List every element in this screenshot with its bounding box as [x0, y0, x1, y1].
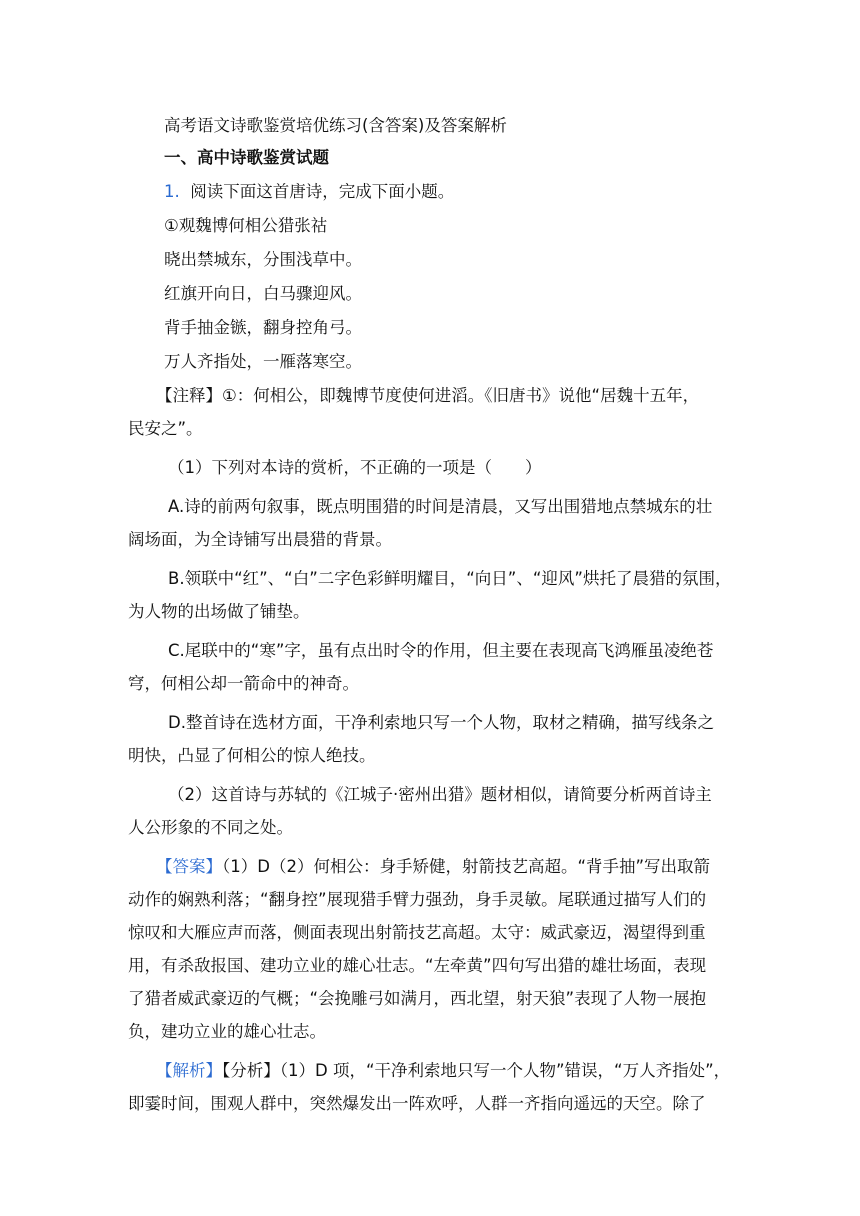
option-line: 阔场面，为全诗铺写出晨猎的背景。: [128, 530, 392, 549]
sub-question-line: （2）这首诗与苏轼的《江城子·密州出猎》题材相似，请简要分析两首诗主: [168, 785, 712, 804]
option-b: [128, 562, 732, 628]
answer-line: 动作的娴熟利落；“翻身控”展现猎手臂力强劲，身手灵敏。尾联通过描写人们的: [128, 890, 707, 909]
answer-line: [128, 850, 732, 883]
answer-block: [128, 850, 732, 1048]
analysis-text: （1）D 项，“干净利索地只写一个人物”错误，“万人齐指处”，: [279, 1061, 731, 1080]
option-d: [128, 706, 732, 772]
poem-title: ①观魏博何相公猎张祜: [164, 216, 328, 235]
option-line: 明快，凸显了何相公的惊人绝技。: [128, 746, 376, 765]
sub-question-1: （1）下列对本诗的赏析，不正确的一项是（ ）: [168, 458, 542, 477]
poem-line: 红旗开向日，白马骤迎风。: [164, 284, 362, 303]
poem-line: 晓出禁城东，分围浅草中。: [164, 250, 362, 269]
analysis-label: 【解析】: [156, 1061, 222, 1080]
option-line: D.整首诗在选材方面，干净利索地只写一个人物，取材之精确，描写线条之: [168, 713, 714, 732]
document-body: [128, 111, 732, 1120]
note-line: 民安之”。: [128, 419, 203, 438]
question-prompt-text: 阅读下面这首唐诗，完成下面小题。: [190, 182, 455, 201]
answer-line: 惊叹和大雁应声而落，侧面表现出射箭技艺高超。太守：威武豪迈，渴望得到重: [128, 923, 706, 942]
option-line: 穹，何相公却一箭命中的神奇。: [128, 674, 359, 693]
option-c: [128, 634, 732, 700]
answer-line: 了猎者威武豪迈的气概；“会挽雕弓如满月，西北望，射天狼”表现了人物一展抱: [128, 989, 707, 1008]
document-title: 高考语文诗歌鉴赏培优练习(含答案)及答案解析: [164, 116, 507, 135]
poem-line: 万人齐指处，一雁落寒空。: [164, 352, 362, 371]
analysis-line: [128, 1054, 732, 1087]
section-heading: 一、高中诗歌鉴赏试题: [164, 148, 329, 167]
poem-line: 背手抽金镞，翻身控角弓。: [164, 318, 362, 337]
note-text: ①：何相公，即魏博节度使何进滔。《旧唐书》说他“居魏十五年，: [222, 386, 700, 405]
option-line: B.领联中“红”、“白”二字色彩鲜明耀目，“向日”、“迎风”烘托了晨猎的氛围，: [168, 569, 732, 588]
question-number: 1.: [164, 182, 180, 201]
question-prompt: [128, 175, 732, 209]
analysis-block: [128, 1054, 732, 1120]
answer-line: 负，建功立业的雄心壮志。: [128, 1022, 326, 1041]
answer-label: 【答案】: [156, 857, 222, 876]
note-line: [128, 379, 732, 412]
analysis-line: 即霎时间，围观人群中，突然爆发出一阵欢呼，人群一齐指向遥远的天空。除了: [128, 1094, 706, 1113]
analysis-tag: 【分析】: [222, 1061, 280, 1080]
option-line: C.尾联中的“寒”字，虽有点出时令的作用，但主要在表现高飞鸿雁虽凌绝苍: [168, 641, 714, 660]
answer-text: （1）D（2）何相公：身手矫健，射箭技艺高超。“背手抽”写出取箭: [222, 857, 711, 876]
option-line: A.诗的前两句叙事，既点明围猎的时间是清晨，又写出围猎地点禁城东的壮: [168, 497, 713, 516]
option-a: [128, 490, 732, 556]
note-label: 【注释】: [156, 386, 222, 405]
sub-question-2: [128, 778, 732, 844]
annotation-note: [128, 379, 732, 445]
option-line: 为人物的出场做了铺垫。: [128, 602, 310, 621]
answer-line: 用，有杀敌报国、建功立业的雄心壮志。“左牵黄”四句写出猎的雄壮场面，表现: [128, 956, 707, 975]
sub-question-line: 人公形象的不同之处。: [128, 818, 293, 837]
